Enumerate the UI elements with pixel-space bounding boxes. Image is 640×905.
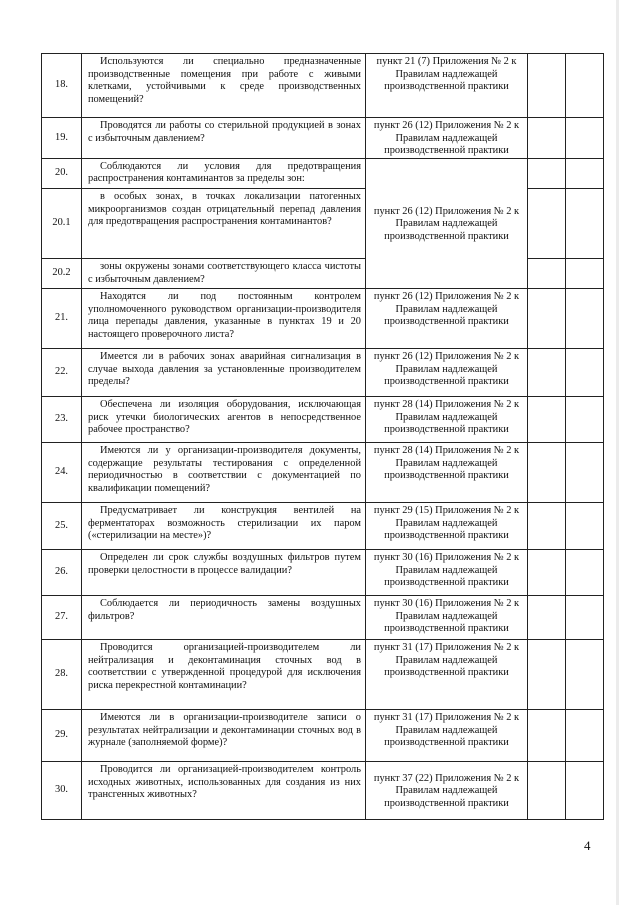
table-row	[42, 762, 604, 820]
table-row	[42, 640, 604, 710]
question-text: зоны окружены зонами соответствующего класса чистоты с избыточным давлением?	[82, 258, 366, 288]
note-cell	[566, 550, 604, 596]
question-text: Проводится ли организацией-производителем контроль исходных животных, использованных для создания из них трансгенных животных?	[82, 762, 366, 820]
row-number: 23.	[42, 397, 82, 443]
answer-cell	[528, 640, 566, 710]
reference-text: пункт 37 (22) Приложения № 2 к Правилам надлежащей производственной практики	[366, 762, 528, 820]
question-text: Предусматривает ли конструкция вентилей на ферментаторах возможность стерилизации их паром («стерилизации на месте»)?	[82, 503, 366, 550]
reference-text: пункт 26 (12) Приложения № 2 к Правилам надлежащей производственной практики	[366, 349, 528, 397]
question-text: в особых зонах, в точках локализации патогенных микроорганизмов создан отрицательный перепад давления для предотвращения распространения контаминантов?	[82, 188, 366, 258]
row-number: 26.	[42, 550, 82, 596]
reference-text: пункт 29 (15) Приложения № 2 к Правилам надлежащей производственной практики	[366, 503, 528, 550]
row-number: 28.	[42, 640, 82, 710]
question-text: Находятся ли под постоянным контролем уполномоченного руководством организации-производителя лица перепады давления, указанные в пунктах 19 и 20 настоящего проверочного листа?	[82, 289, 366, 349]
reference-text: пункт 31 (17) Приложения № 2 к Правилам надлежащей производственной практики	[366, 640, 528, 710]
table-row	[42, 54, 604, 118]
reference-text: пункт 28 (14) Приложения № 2 к Правилам надлежащей производственной практики	[366, 397, 528, 443]
table-row	[42, 550, 604, 596]
scan-edge	[616, 0, 619, 905]
question-text: Соблюдаются ли условия для предотвращения распространения контаминантов за пределы зон:	[82, 158, 366, 188]
note-cell	[566, 289, 604, 349]
note-cell	[566, 710, 604, 762]
answer-cell	[528, 258, 566, 288]
page-number: 4	[584, 838, 591, 853]
answer-cell	[528, 443, 566, 503]
answer-cell	[528, 503, 566, 550]
table-row	[42, 710, 604, 762]
note-cell	[566, 258, 604, 288]
table-row	[42, 596, 604, 640]
note-cell	[566, 158, 604, 188]
row-number: 25.	[42, 503, 82, 550]
table-row	[42, 158, 604, 188]
note-cell	[566, 118, 604, 159]
answer-cell	[528, 118, 566, 159]
reference-text: пункт 30 (16) Приложения № 2 к Правилам надлежащей производственной практики	[366, 550, 528, 596]
note-cell	[566, 188, 604, 258]
row-number: 27.	[42, 596, 82, 640]
question-text: Имеются ли у организации-производителя документы, содержащие результаты тестирования с определенной периодичностью в соответствии с документацией по квалификации помещений?	[82, 443, 366, 503]
note-cell	[566, 397, 604, 443]
question-text: Проводится организацией-производителем ли нейтрализация и деконтаминация сточных вод в соответствии с утвержденной процедурой для исключения риска перекрестной контаминации?	[82, 640, 366, 710]
answer-cell	[528, 188, 566, 258]
question-text: Соблюдается ли периодичность замены воздушных фильтров?	[82, 596, 366, 640]
note-cell	[566, 596, 604, 640]
note-cell	[566, 443, 604, 503]
reference-text: пункт 26 (12) Приложения № 2 к Правилам надлежащей производственной практики	[366, 158, 528, 288]
table-row	[42, 503, 604, 550]
reference-text: пункт 28 (14) Приложения № 2 к Правилам надлежащей производственной практики	[366, 443, 528, 503]
row-number: 30.	[42, 762, 82, 820]
row-number: 20.	[42, 158, 82, 188]
note-cell	[566, 503, 604, 550]
table-row	[42, 443, 604, 503]
reference-text: пункт 26 (12) Приложения № 2 к Правилам надлежащей производственной практики	[366, 118, 528, 159]
answer-cell	[528, 54, 566, 118]
reference-text: пункт 31 (17) Приложения № 2 к Правилам надлежащей производственной практики	[366, 710, 528, 762]
question-text: Обеспечена ли изоляция оборудования, исключающая риск утечки биологических агентов в непосредственное рабочее пространство?	[82, 397, 366, 443]
row-number: 20.2	[42, 258, 82, 288]
question-text: Имеется ли в рабочих зонах аварийная сигнализация в случае выхода давления за установленные производителем пределы?	[82, 349, 366, 397]
row-number: 29.	[42, 710, 82, 762]
answer-cell	[528, 596, 566, 640]
row-number: 21.	[42, 289, 82, 349]
question-text: Используются ли специально предназначенные производственные помещения при работе с живыми клетками, устойчивыми к среде производственных помещений?	[82, 54, 366, 118]
note-cell	[566, 640, 604, 710]
answer-cell	[528, 762, 566, 820]
table-row	[42, 349, 604, 397]
note-cell	[566, 762, 604, 820]
row-number: 19.	[42, 118, 82, 159]
answer-cell	[528, 158, 566, 188]
table-row	[42, 289, 604, 349]
answer-cell	[528, 550, 566, 596]
answer-cell	[528, 349, 566, 397]
row-number: 22.	[42, 349, 82, 397]
row-number: 24.	[42, 443, 82, 503]
answer-cell	[528, 710, 566, 762]
note-cell	[566, 349, 604, 397]
reference-text: пункт 30 (16) Приложения № 2 к Правилам надлежащей производственной практики	[366, 596, 528, 640]
note-cell	[566, 54, 604, 118]
reference-text: пункт 26 (12) Приложения № 2 к Правилам надлежащей производственной практики	[366, 289, 528, 349]
table-row	[42, 397, 604, 443]
question-text: Определен ли срок службы воздушных фильтров путем проверки целостности в процессе валидации?	[82, 550, 366, 596]
row-number: 20.1	[42, 188, 82, 258]
question-text: Имеются ли в организации-производителе записи о результатах нейтрализации и деконтаминации сточных вод в журнале (заполняемой форме)?	[82, 710, 366, 762]
reference-text: пункт 21 (7) Приложения № 2 к Правилам надлежащей производственной практики	[366, 54, 528, 118]
table-row	[42, 118, 604, 159]
row-number: 18.	[42, 54, 82, 118]
question-text: Проводятся ли работы со стерильной продукцией в зонах с избыточным давлением?	[82, 118, 366, 159]
checklist-table	[41, 53, 604, 820]
answer-cell	[528, 397, 566, 443]
answer-cell	[528, 289, 566, 349]
